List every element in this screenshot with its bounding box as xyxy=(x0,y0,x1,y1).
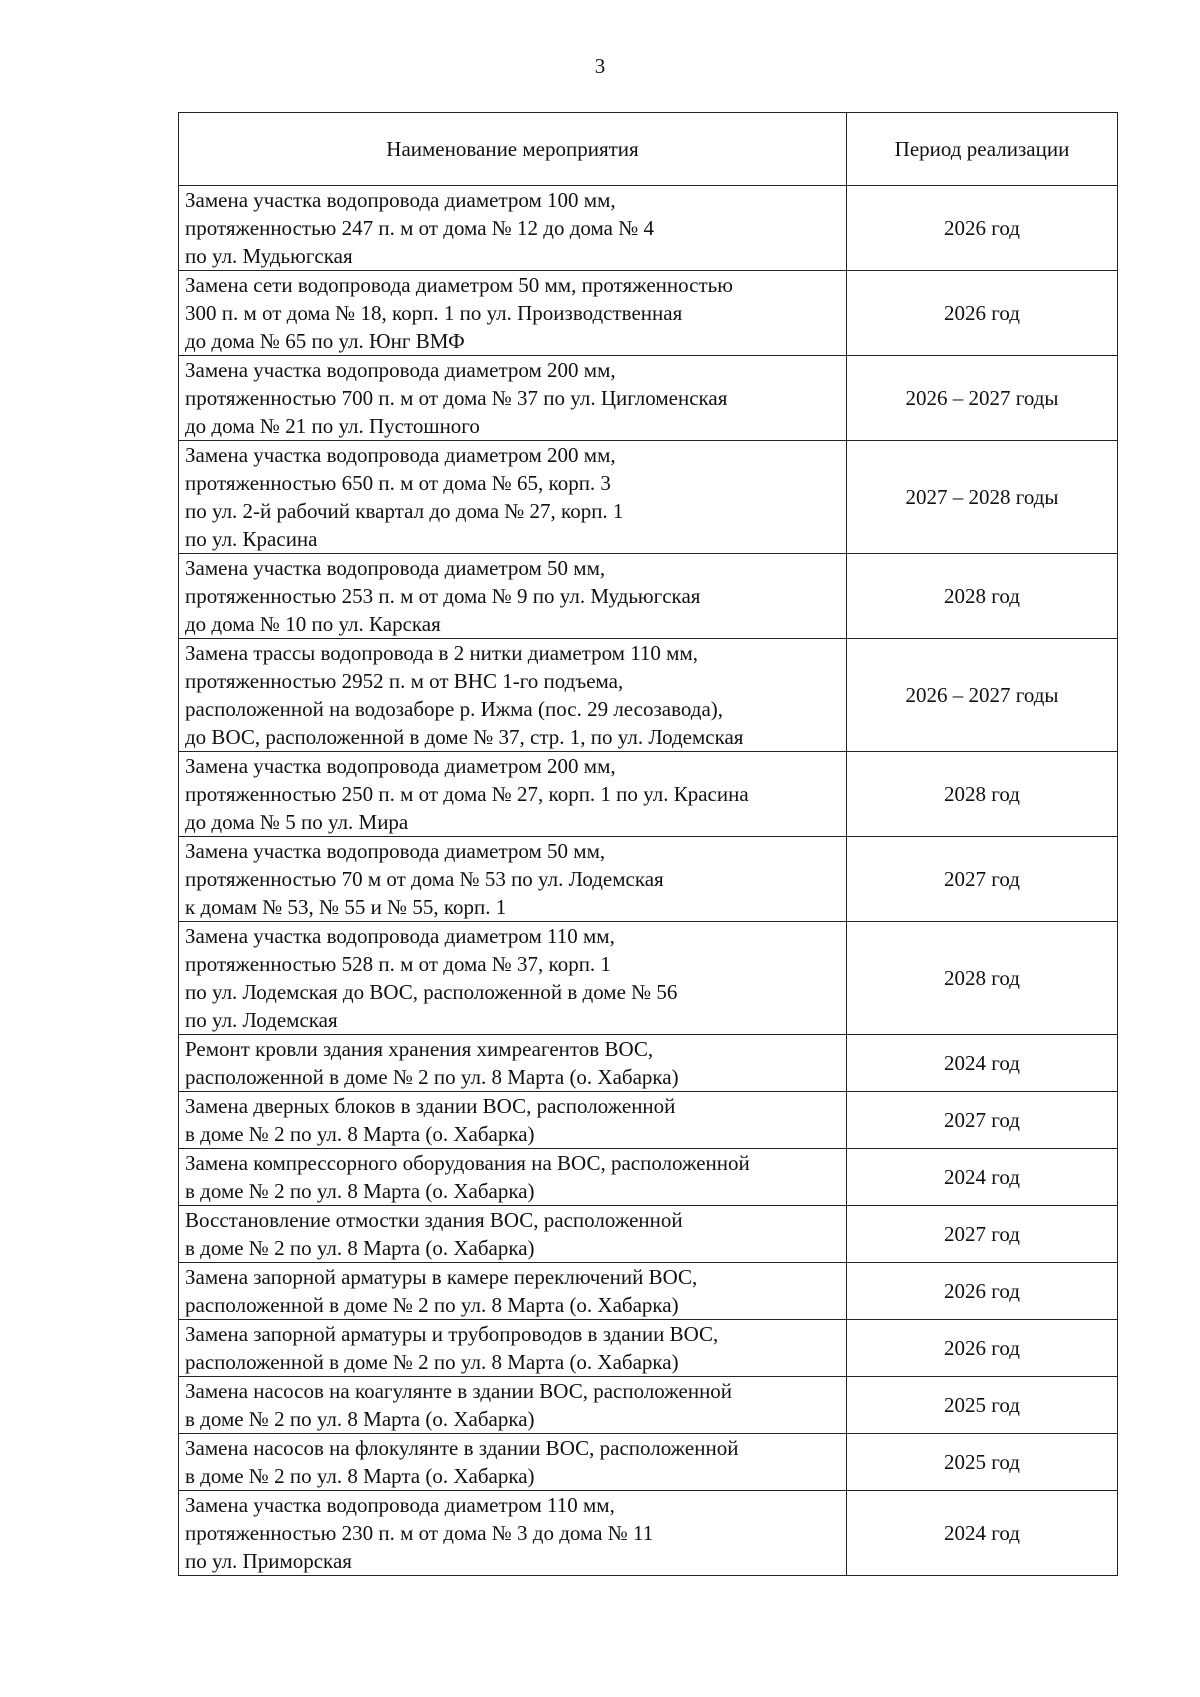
period-cell: 2024 год xyxy=(847,1035,1118,1092)
measure-name-cell: Замена участка водопровода диаметром 110 мм, протяженностью 230 п. м от дома № 3 до дома № 11 по ул. Приморская xyxy=(179,1491,847,1576)
table-row xyxy=(179,1320,1118,1377)
table-row xyxy=(179,554,1118,639)
measure-name-cell: Замена участка водопровода диаметром 50 мм, протяженностью 253 п. м от дома № 9 по ул. Мудьюгская до дома № 10 по ул. Карская xyxy=(179,554,847,639)
period-cell: 2028 год xyxy=(847,554,1118,639)
period-cell: 2024 год xyxy=(847,1491,1118,1576)
table-row xyxy=(179,1035,1118,1092)
table-row xyxy=(179,922,1118,1035)
table-row xyxy=(179,1377,1118,1434)
period-cell: 2025 год xyxy=(847,1377,1118,1434)
table-row xyxy=(179,1263,1118,1320)
measure-name-cell: Замена участка водопровода диаметром 200 мм, протяженностью 250 п. м от дома № 27, корп. 1 по ул. Красина до дома № 5 по ул. Мира xyxy=(179,752,847,837)
table-body xyxy=(179,186,1118,1576)
period-cell: 2028 год xyxy=(847,752,1118,837)
table-row xyxy=(179,271,1118,356)
period-cell: 2025 год xyxy=(847,1434,1118,1491)
period-cell: 2026 год xyxy=(847,271,1118,356)
measure-name-cell: Замена запорной арматуры и трубопроводов в здании ВОС, расположенной в доме № 2 по ул. 8 Марта (о. Хабарка) xyxy=(179,1320,847,1377)
table-row xyxy=(179,1206,1118,1263)
period-cell: 2027 – 2028 годы xyxy=(847,441,1118,554)
measure-name-cell: Замена участка водопровода диаметром 50 мм, протяженностью 70 м от дома № 53 по ул. Лодемская к домам № 53, № 55 и № 55, корп. 1 xyxy=(179,837,847,922)
measure-name-cell: Замена участка водопровода диаметром 200 мм, протяженностью 650 п. м от дома № 65, корп. 3 по ул. 2-й рабочий квартал до дома № 27, корп. 1 по ул. Красина xyxy=(179,441,847,554)
measure-name-cell: Замена участка водопровода диаметром 200 мм, протяженностью 700 п. м от дома № 37 по ул. Цигломенская до дома № 21 по ул. Пустошного xyxy=(179,356,847,441)
period-cell: 2026 год xyxy=(847,1263,1118,1320)
header-period: Период реализации xyxy=(847,113,1118,186)
table-row xyxy=(179,1149,1118,1206)
table-row xyxy=(179,1434,1118,1491)
period-cell: 2026 – 2027 годы xyxy=(847,356,1118,441)
period-cell: 2026 год xyxy=(847,186,1118,271)
measure-name-cell: Восстановление отмостки здания ВОС, расположенной в доме № 2 по ул. 8 Марта (о. Хабарка) xyxy=(179,1206,847,1263)
measure-name-cell: Замена запорной арматуры в камере переключений ВОС, расположенной в доме № 2 по ул. 8 Марта (о. Хабарка) xyxy=(179,1263,847,1320)
period-cell: 2026 год xyxy=(847,1320,1118,1377)
period-cell: 2026 – 2027 годы xyxy=(847,639,1118,752)
measure-name-cell: Замена насосов на коагулянте в здании ВОС, расположенной в доме № 2 по ул. 8 Марта (о. Хабарка) xyxy=(179,1377,847,1434)
measure-name-cell: Замена трассы водопровода в 2 нитки диаметром 110 мм, протяженностью 2952 п. м от ВНС 1-го подъема, расположенной на водозаборе р. Ижма (пос. 29 лесозавода), до ВОС, расположенной в доме № 37, стр. 1, по ул. Лодемская xyxy=(179,639,847,752)
table-row xyxy=(179,441,1118,554)
measure-name-cell: Замена сети водопровода диаметром 50 мм, протяженностью 300 п. м от дома № 18, корп. 1 по ул. Производственная до дома № 65 по ул. Юнг ВМФ xyxy=(179,271,847,356)
table-row xyxy=(179,752,1118,837)
measure-name-cell: Ремонт кровли здания хранения химреагентов ВОС, расположенной в доме № 2 по ул. 8 Марта (о. Хабарка) xyxy=(179,1035,847,1092)
table-row xyxy=(179,186,1118,271)
header-measure-name: Наименование мероприятия xyxy=(179,113,847,186)
measure-name-cell: Замена компрессорного оборудования на ВОС, расположенной в доме № 2 по ул. 8 Марта (о. Хабарка) xyxy=(179,1149,847,1206)
measures-table xyxy=(178,112,1118,1576)
measure-name-cell: Замена дверных блоков в здании ВОС, расположенной в доме № 2 по ул. 8 Марта (о. Хабарка) xyxy=(179,1092,847,1149)
table-row xyxy=(179,1092,1118,1149)
table-row xyxy=(179,356,1118,441)
period-cell: 2028 год xyxy=(847,922,1118,1035)
period-cell: 2024 год xyxy=(847,1149,1118,1206)
measure-name-cell: Замена участка водопровода диаметром 110 мм, протяженностью 528 п. м от дома № 37, корп. 1 по ул. Лодемская до ВОС, расположенной в доме № 56 по ул. Лодемская xyxy=(179,922,847,1035)
table-header-row xyxy=(179,113,1118,186)
period-cell: 2027 год xyxy=(847,837,1118,922)
period-cell: 2027 год xyxy=(847,1206,1118,1263)
table-row xyxy=(179,639,1118,752)
page-number: 3 xyxy=(594,54,606,78)
measure-name-cell: Замена участка водопровода диаметром 100 мм, протяженностью 247 п. м от дома № 12 до дома № 4 по ул. Мудьюгская xyxy=(179,186,847,271)
table-row xyxy=(179,837,1118,922)
measure-name-cell: Замена насосов на флокулянте в здании ВОС, расположенной в доме № 2 по ул. 8 Марта (о. Хабарка) xyxy=(179,1434,847,1491)
table-row xyxy=(179,1491,1118,1576)
period-cell: 2027 год xyxy=(847,1092,1118,1149)
